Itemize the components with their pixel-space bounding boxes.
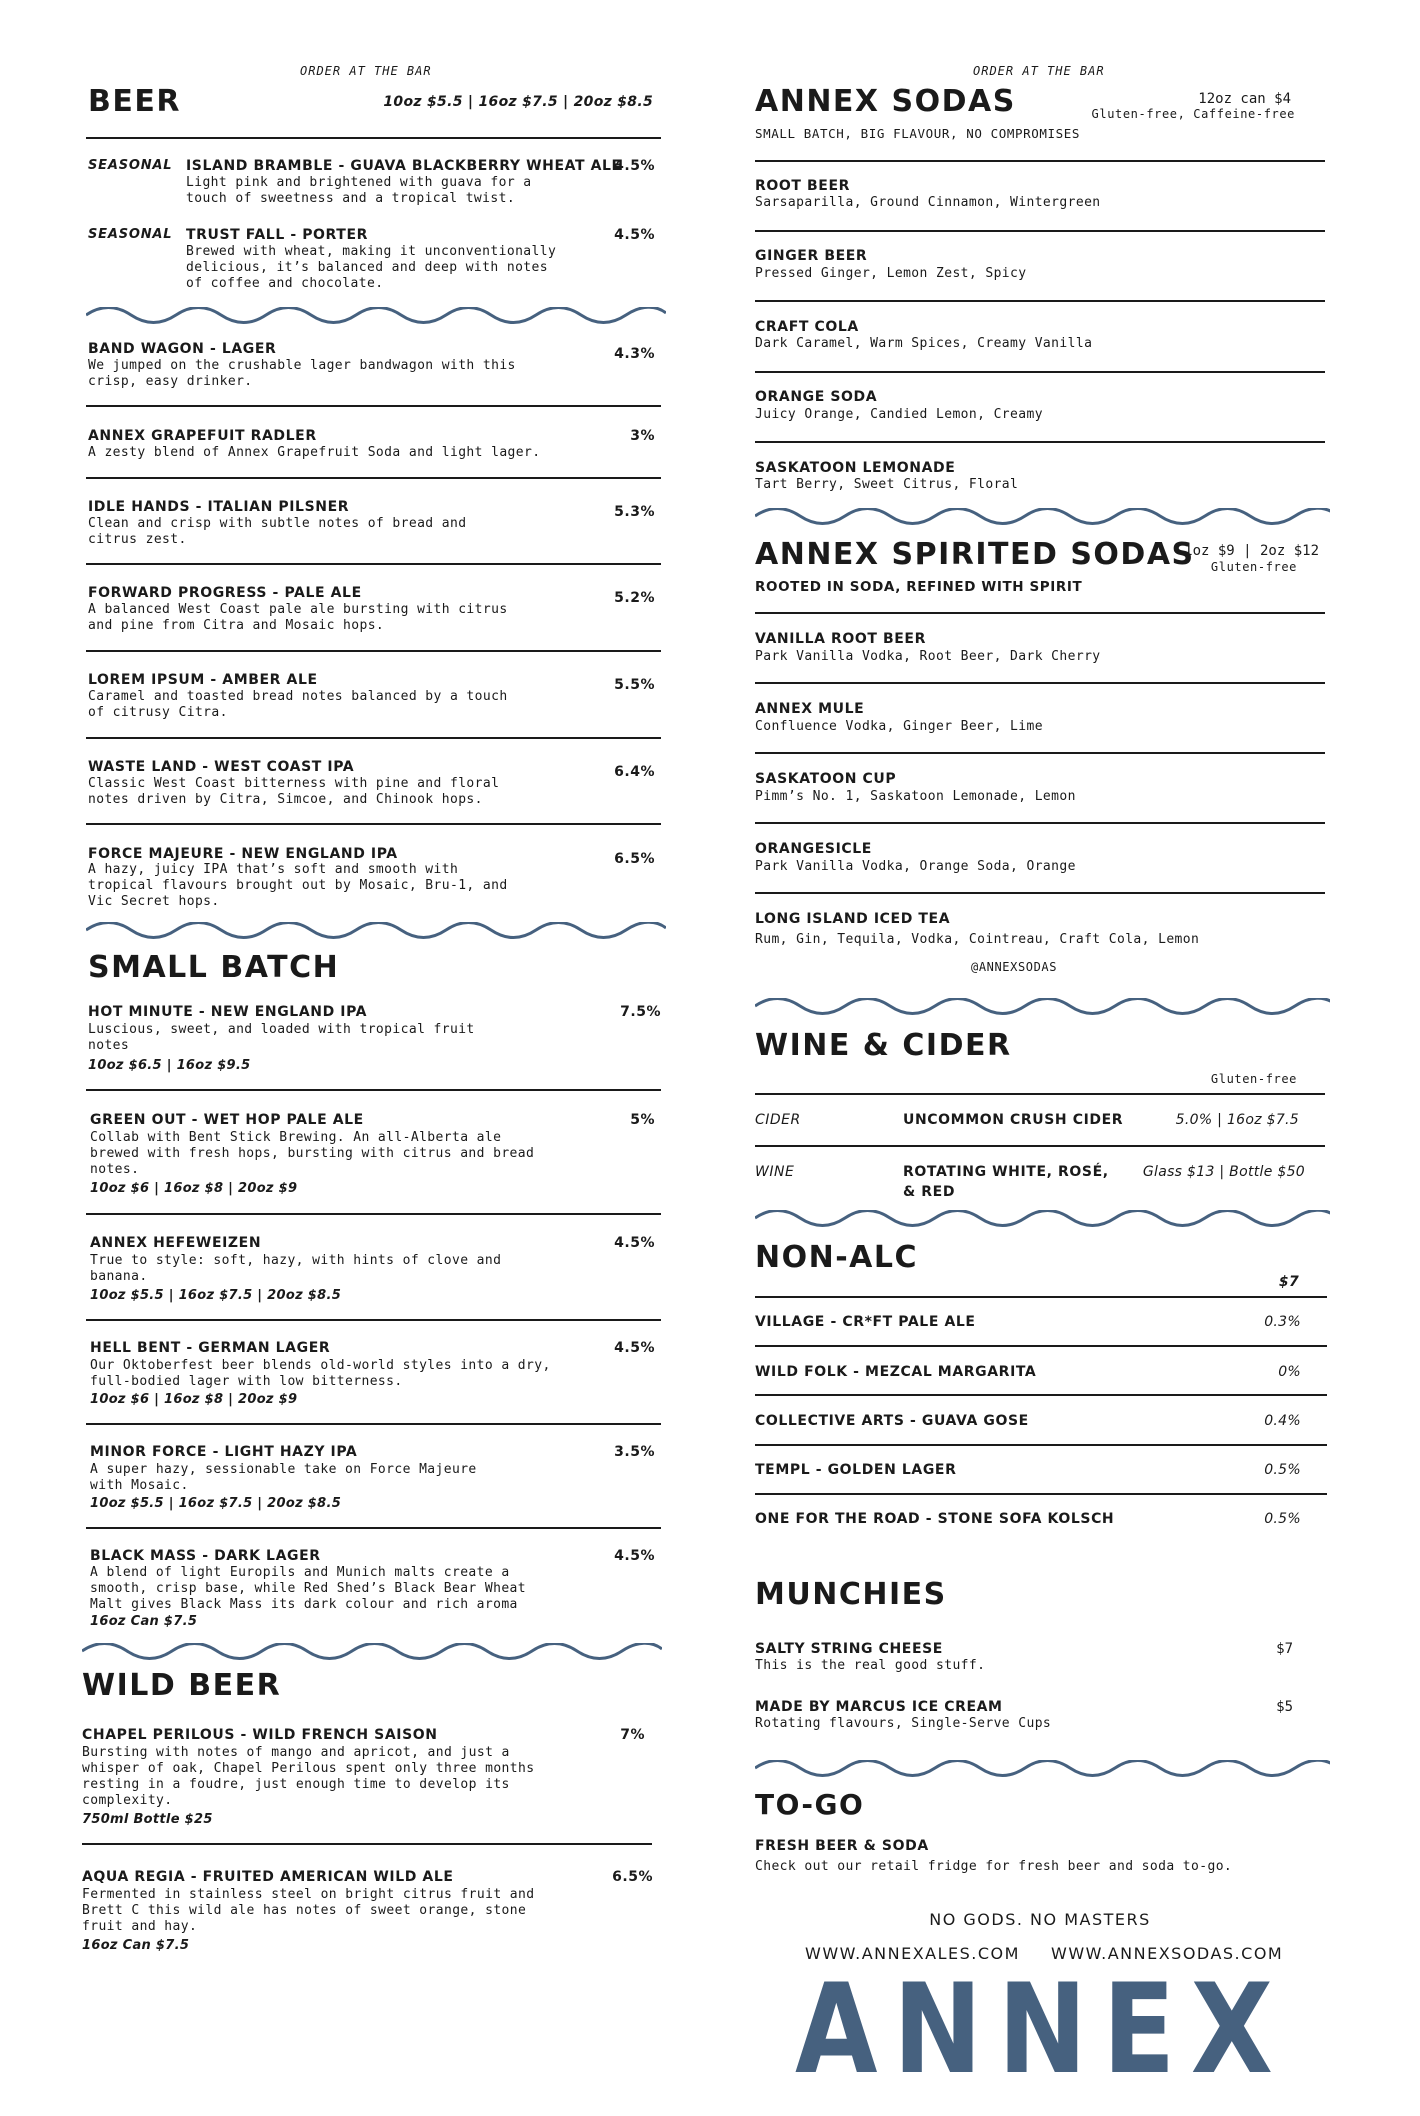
beer-desc: Bursting with notes of mango and apricot, and just a whisper of oak, Chapel Perilous spent only three months resting in a foudre, just enough time to develop its complexity. bbox=[82, 1745, 535, 1808]
annexsodas-link[interactable]: WWW.ANNEXSODAS.COM bbox=[1051, 1944, 1284, 1963]
munchie-price: $7 bbox=[1276, 1641, 1293, 1657]
non-alc-name: ONE FOR THE ROAD - STONE SOFA KOLSCH bbox=[755, 1511, 1115, 1527]
divider bbox=[86, 1089, 661, 1091]
non-alc-price: $7 bbox=[1278, 1274, 1299, 1290]
non-alc-name: WILD FOLK - MEZCAL MARGARITA bbox=[755, 1364, 1037, 1380]
beer-abv: 3.5% bbox=[614, 1444, 655, 1460]
divider bbox=[86, 1213, 661, 1215]
beer-desc: We jumped on the crushable lager bandwagon with this crisp, easy drinker. bbox=[88, 358, 516, 389]
non-alc-name: TEMPL - GOLDEN LAGER bbox=[755, 1462, 957, 1478]
beer-abv: 5.3% bbox=[614, 504, 655, 520]
divider bbox=[755, 371, 1325, 373]
divider bbox=[86, 823, 661, 825]
soda-name: GINGER BEER bbox=[755, 248, 868, 264]
divider bbox=[755, 1394, 1327, 1396]
divider bbox=[755, 230, 1325, 232]
soda-desc: Pressed Ginger, Lemon Zest, Spicy bbox=[755, 266, 1027, 281]
annexales-link[interactable]: WWW.ANNEXALES.COM bbox=[805, 1944, 1020, 1963]
non-alc-abv: 0.4% bbox=[1264, 1413, 1301, 1429]
beer-name: MINOR FORCE - LIGHT HAZY IPA bbox=[90, 1444, 358, 1460]
spirited-name: VANILLA ROOT BEER bbox=[755, 631, 926, 647]
munchie-name: MADE BY MARCUS ICE CREAM bbox=[755, 1699, 1003, 1715]
beer-price: 10oz $5.5 | 16oz $7.5 | 20oz $8.5 bbox=[90, 1288, 342, 1303]
divider bbox=[86, 1423, 661, 1425]
wine-cider-title: WINE & CIDER bbox=[755, 1028, 1012, 1063]
beer-abv: 3% bbox=[630, 428, 655, 444]
wave-divider bbox=[755, 1210, 1330, 1230]
beer-name: AQUA REGIA - FRUITED AMERICAN WILD ALE bbox=[82, 1869, 454, 1885]
beer-name: WASTE LAND - WEST COAST IPA bbox=[88, 759, 355, 775]
divider bbox=[86, 1319, 661, 1321]
order-at-bar-left: ORDER AT THE BAR bbox=[300, 64, 432, 78]
wave-divider bbox=[86, 922, 666, 942]
divider bbox=[755, 682, 1325, 684]
beer-abv: 7.5% bbox=[620, 1004, 661, 1020]
divider bbox=[82, 1843, 652, 1845]
beer-desc: Caramel and toasted bread notes balanced by a touch of citrusy Citra. bbox=[88, 689, 508, 720]
spirited-desc: Pimm’s No. 1, Saskatoon Lemonade, Lemon bbox=[755, 789, 1076, 804]
beer-abv: 4.3% bbox=[614, 346, 655, 362]
wine-cider-note: Gluten-free bbox=[1210, 1072, 1297, 1086]
spirited-desc: Park Vanilla Vodka, Orange Soda, Orange bbox=[755, 859, 1076, 874]
divider bbox=[755, 1145, 1325, 1147]
annex-sodas-title: ANNEX SODAS bbox=[755, 84, 1016, 119]
to-go-title: TO-GO bbox=[755, 1788, 865, 1821]
annex-sodas-price: 12oz can $4 bbox=[1198, 91, 1291, 107]
beer-name: CHAPEL PERILOUS - WILD FRENCH SAISON bbox=[82, 1727, 438, 1743]
divider bbox=[755, 1493, 1327, 1495]
beer-desc: Luscious, sweet, and loaded with tropical fruit notes bbox=[88, 1022, 475, 1053]
divider bbox=[86, 405, 661, 407]
beer-abv: 4.5% bbox=[614, 1340, 655, 1356]
wave-divider bbox=[82, 1643, 662, 1663]
order-at-bar-right: ORDER AT THE BAR bbox=[973, 64, 1105, 78]
divider bbox=[755, 752, 1325, 754]
beer-abv: 6.5% bbox=[612, 1869, 653, 1885]
soda-desc: Juicy Orange, Candied Lemon, Creamy bbox=[755, 407, 1043, 422]
wine-tag: CIDER bbox=[755, 1112, 801, 1128]
beer-price: 10oz $6.5 | 16oz $9.5 bbox=[88, 1058, 251, 1073]
soda-desc: Dark Caramel, Warm Spices, Creamy Vanilla bbox=[755, 336, 1093, 351]
divider bbox=[86, 137, 661, 139]
beer-name: HELL BENT - GERMAN LAGER bbox=[90, 1340, 331, 1356]
munchie-desc: Rotating flavours, Single-Serve Cups bbox=[755, 1716, 1052, 1731]
annex-sodas-subtitle: SMALL BATCH, BIG FLAVOUR, NO COMPROMISES bbox=[755, 126, 1081, 141]
beer-title: BEER bbox=[88, 84, 181, 119]
spirited-name: ORANGESICLE bbox=[755, 841, 872, 857]
beer-desc: Collab with Bent Stick Brewing. An all-Alberta ale brewed with fresh hops, bursting with citrus and bread notes. bbox=[90, 1130, 535, 1177]
beer-desc: True to style: soft, hazy, with hints of clove and banana. bbox=[90, 1253, 502, 1284]
beer-abv: 5% bbox=[630, 1112, 655, 1128]
to-go-desc: Check out our retail fridge for fresh beer and soda to-go. bbox=[755, 1859, 1233, 1874]
spirited-name: LONG ISLAND ICED TEA bbox=[755, 911, 951, 927]
divider bbox=[86, 477, 661, 479]
beer-desc: A zesty blend of Annex Grapefruit Soda and light lager. bbox=[88, 445, 541, 460]
annex-logo bbox=[795, 1970, 1295, 2090]
beer-desc: Fermented in stainless steel on bright citrus fruit and Brett C this wild ale has notes of sweet orange, stone fruit and hay. bbox=[82, 1887, 535, 1934]
beer-price: 10oz $5.5 | 16oz $7.5 | 20oz $8.5 bbox=[90, 1496, 342, 1511]
divider bbox=[755, 441, 1325, 443]
beer-name: LOREM IPSUM - AMBER ALE bbox=[88, 672, 318, 688]
beer-desc: Light pink and brightened with guava for a touch of sweetness and a tropical twist. bbox=[186, 175, 532, 206]
divider bbox=[755, 892, 1325, 894]
wild-beer-title: WILD BEER bbox=[82, 1668, 282, 1703]
soda-desc: Sarsaparilla, Ground Cinnamon, Wintergreen bbox=[755, 195, 1101, 210]
beer-desc: A balanced West Coast pale ale bursting with citrus and pine from Citra and Mosaic hops. bbox=[88, 602, 508, 633]
divider bbox=[755, 1296, 1327, 1298]
divider bbox=[86, 1527, 661, 1529]
beer-name: FORWARD PROGRESS - PALE ALE bbox=[88, 585, 362, 601]
to-go-name: FRESH BEER & SODA bbox=[755, 1838, 929, 1854]
munchie-desc: This is the real good stuff. bbox=[755, 1658, 986, 1673]
beer-desc: Classic West Coast bitterness with pine and floral notes driven by Citra, Simcoe, and Chinook hops. bbox=[88, 776, 500, 807]
non-alc-title: NON-ALC bbox=[755, 1240, 919, 1275]
beer-name: TRUST FALL - PORTER bbox=[186, 227, 369, 243]
non-alc-abv: 0.5% bbox=[1264, 1511, 1301, 1527]
non-alc-name: COLLECTIVE ARTS - GUAVA GOSE bbox=[755, 1413, 1029, 1429]
annex-sodas-note: Gluten-free, Caffeine-free bbox=[1091, 107, 1295, 121]
divider bbox=[755, 1444, 1327, 1446]
spirited-sodas-subtitle: ROOTED IN SODA, REFINED WITH SPIRIT bbox=[755, 579, 1083, 595]
beer-name: ISLAND BRAMBLE - GUAVA BLACKBERRY WHEAT ALE bbox=[186, 158, 622, 174]
beer-abv: 4.5% bbox=[614, 1548, 655, 1564]
beer-name: FORCE MAJEURE - NEW ENGLAND IPA bbox=[88, 846, 398, 862]
wine-tag: WINE bbox=[755, 1164, 795, 1180]
beer-prices: 10oz $5.5 | 16oz $7.5 | 20oz $8.5 bbox=[383, 94, 653, 110]
wine-name: ROTATING WHITE, ROSÉ, & RED bbox=[903, 1164, 1109, 1200]
divider bbox=[755, 300, 1325, 302]
beer-desc: Clean and crisp with subtle notes of bread and citrus zest. bbox=[88, 516, 467, 547]
spirited-desc: Park Vanilla Vodka, Root Beer, Dark Cherry bbox=[755, 649, 1101, 664]
small-batch-title: SMALL BATCH bbox=[88, 950, 340, 985]
beer-desc: A hazy, juicy IPA that’s soft and smooth with tropical flavours brought out by Mosaic, Bru-1, and Vic Secret hops. bbox=[88, 862, 508, 909]
beer-abv: 5.2% bbox=[614, 590, 655, 606]
beer-price: 10oz $6 | 16oz $8 | 20oz $9 bbox=[90, 1181, 298, 1196]
soda-name: SASKATOON LEMONADE bbox=[755, 460, 956, 476]
beer-desc: A super hazy, sessionable take on Force Majeure with Mosaic. bbox=[90, 1462, 477, 1493]
beer-name: BAND WAGON - LAGER bbox=[88, 341, 277, 357]
divider bbox=[755, 1345, 1327, 1347]
divider bbox=[755, 160, 1325, 162]
soda-desc: Tart Berry, Sweet Citrus, Floral bbox=[755, 477, 1019, 492]
non-alc-abv: 0.5% bbox=[1264, 1462, 1301, 1478]
wave-divider bbox=[86, 307, 666, 327]
spirited-sodas-title: ANNEX SPIRITED SODAS bbox=[755, 537, 1195, 572]
non-alc-abv: 0.3% bbox=[1264, 1314, 1301, 1330]
divider bbox=[86, 737, 661, 739]
non-alc-name: VILLAGE - CR*FT PALE ALE bbox=[755, 1314, 976, 1330]
soda-name: ORANGE SODA bbox=[755, 389, 878, 405]
seasonal-tag: SEASONAL bbox=[88, 227, 173, 242]
divider bbox=[755, 612, 1325, 614]
beer-abv: 5.5% bbox=[614, 677, 655, 693]
beer-name: IDLE HANDS - ITALIAN PILSNER bbox=[88, 499, 350, 515]
divider bbox=[755, 1093, 1325, 1095]
soda-name: CRAFT COLA bbox=[755, 319, 859, 335]
beer-price: 750ml Bottle $25 bbox=[82, 1812, 213, 1827]
wave-divider bbox=[755, 998, 1330, 1018]
wine-price: 5.0% | 16oz $7.5 bbox=[1175, 1112, 1299, 1128]
beer-abv: 4.5% bbox=[614, 158, 655, 174]
beer-price: 16oz Can $7.5 bbox=[90, 1614, 198, 1629]
beer-desc: Brewed with wheat, making it unconventionally delicious, it’s balanced and deep with notes of coffee and chocolate. bbox=[186, 244, 557, 291]
munchies-title: MUNCHIES bbox=[755, 1577, 947, 1612]
munchie-name: SALTY STRING CHEESE bbox=[755, 1641, 943, 1657]
non-alc-abv: 0% bbox=[1278, 1364, 1301, 1380]
wave-divider bbox=[755, 508, 1330, 528]
beer-name: ANNEX HEFEWEIZEN bbox=[90, 1235, 262, 1251]
divider bbox=[86, 563, 661, 565]
beer-price: 10oz $6 | 16oz $8 | 20oz $9 bbox=[90, 1392, 298, 1407]
beer-abv: 4.5% bbox=[614, 227, 655, 243]
beer-abv: 6.5% bbox=[614, 851, 655, 867]
divider bbox=[86, 650, 661, 652]
slogan: NO GODS. NO MASTERS bbox=[929, 1910, 1151, 1929]
annex-logo-text: ANNEX bbox=[795, 1970, 1289, 2090]
wine-name: UNCOMMON CRUSH CIDER bbox=[903, 1112, 1124, 1128]
munchie-price: $5 bbox=[1276, 1699, 1293, 1715]
soda-name: ROOT BEER bbox=[755, 178, 850, 194]
seasonal-tag: SEASONAL bbox=[88, 158, 173, 173]
beer-abv: 7% bbox=[620, 1727, 645, 1743]
beer-name: ANNEX GRAPEFUIT RADLER bbox=[88, 428, 317, 444]
divider bbox=[755, 822, 1325, 824]
beer-abv: 4.5% bbox=[614, 1235, 655, 1251]
beer-name: HOT MINUTE - NEW ENGLAND IPA bbox=[88, 1004, 368, 1020]
spirited-name: ANNEX MULE bbox=[755, 701, 865, 717]
beer-desc: Our Oktoberfest beer blends old-world styles into a dry, full-bodied lager with low bitterness. bbox=[90, 1358, 551, 1389]
sodas-handle: @ANNEXSODAS bbox=[971, 960, 1058, 974]
beer-desc: A blend of light Europils and Munich malts create a smooth, crisp base, while Red Shed’s Black Bear Wheat Malt gives Black Mass its dark colour and rich aroma bbox=[90, 1565, 527, 1612]
spirited-desc: Rum, Gin, Tequila, Vodka, Cointreau, Craft Cola, Lemon bbox=[755, 932, 1200, 947]
wine-price: Glass $13 | Bottle $50 bbox=[1142, 1164, 1305, 1180]
spirited-sodas-price: 1oz $9 | 2oz $12 bbox=[1184, 543, 1319, 559]
spirited-sodas-note: Gluten-free bbox=[1210, 560, 1297, 574]
beer-price: 16oz Can $7.5 bbox=[82, 1938, 190, 1953]
wave-divider bbox=[755, 1760, 1330, 1780]
spirited-desc: Confluence Vodka, Ginger Beer, Lime bbox=[755, 719, 1043, 734]
spirited-name: SASKATOON CUP bbox=[755, 771, 897, 787]
beer-abv: 6.4% bbox=[614, 764, 655, 780]
beer-name: GREEN OUT - WET HOP PALE ALE bbox=[90, 1112, 364, 1128]
beer-name: BLACK MASS - DARK LAGER bbox=[90, 1548, 321, 1564]
